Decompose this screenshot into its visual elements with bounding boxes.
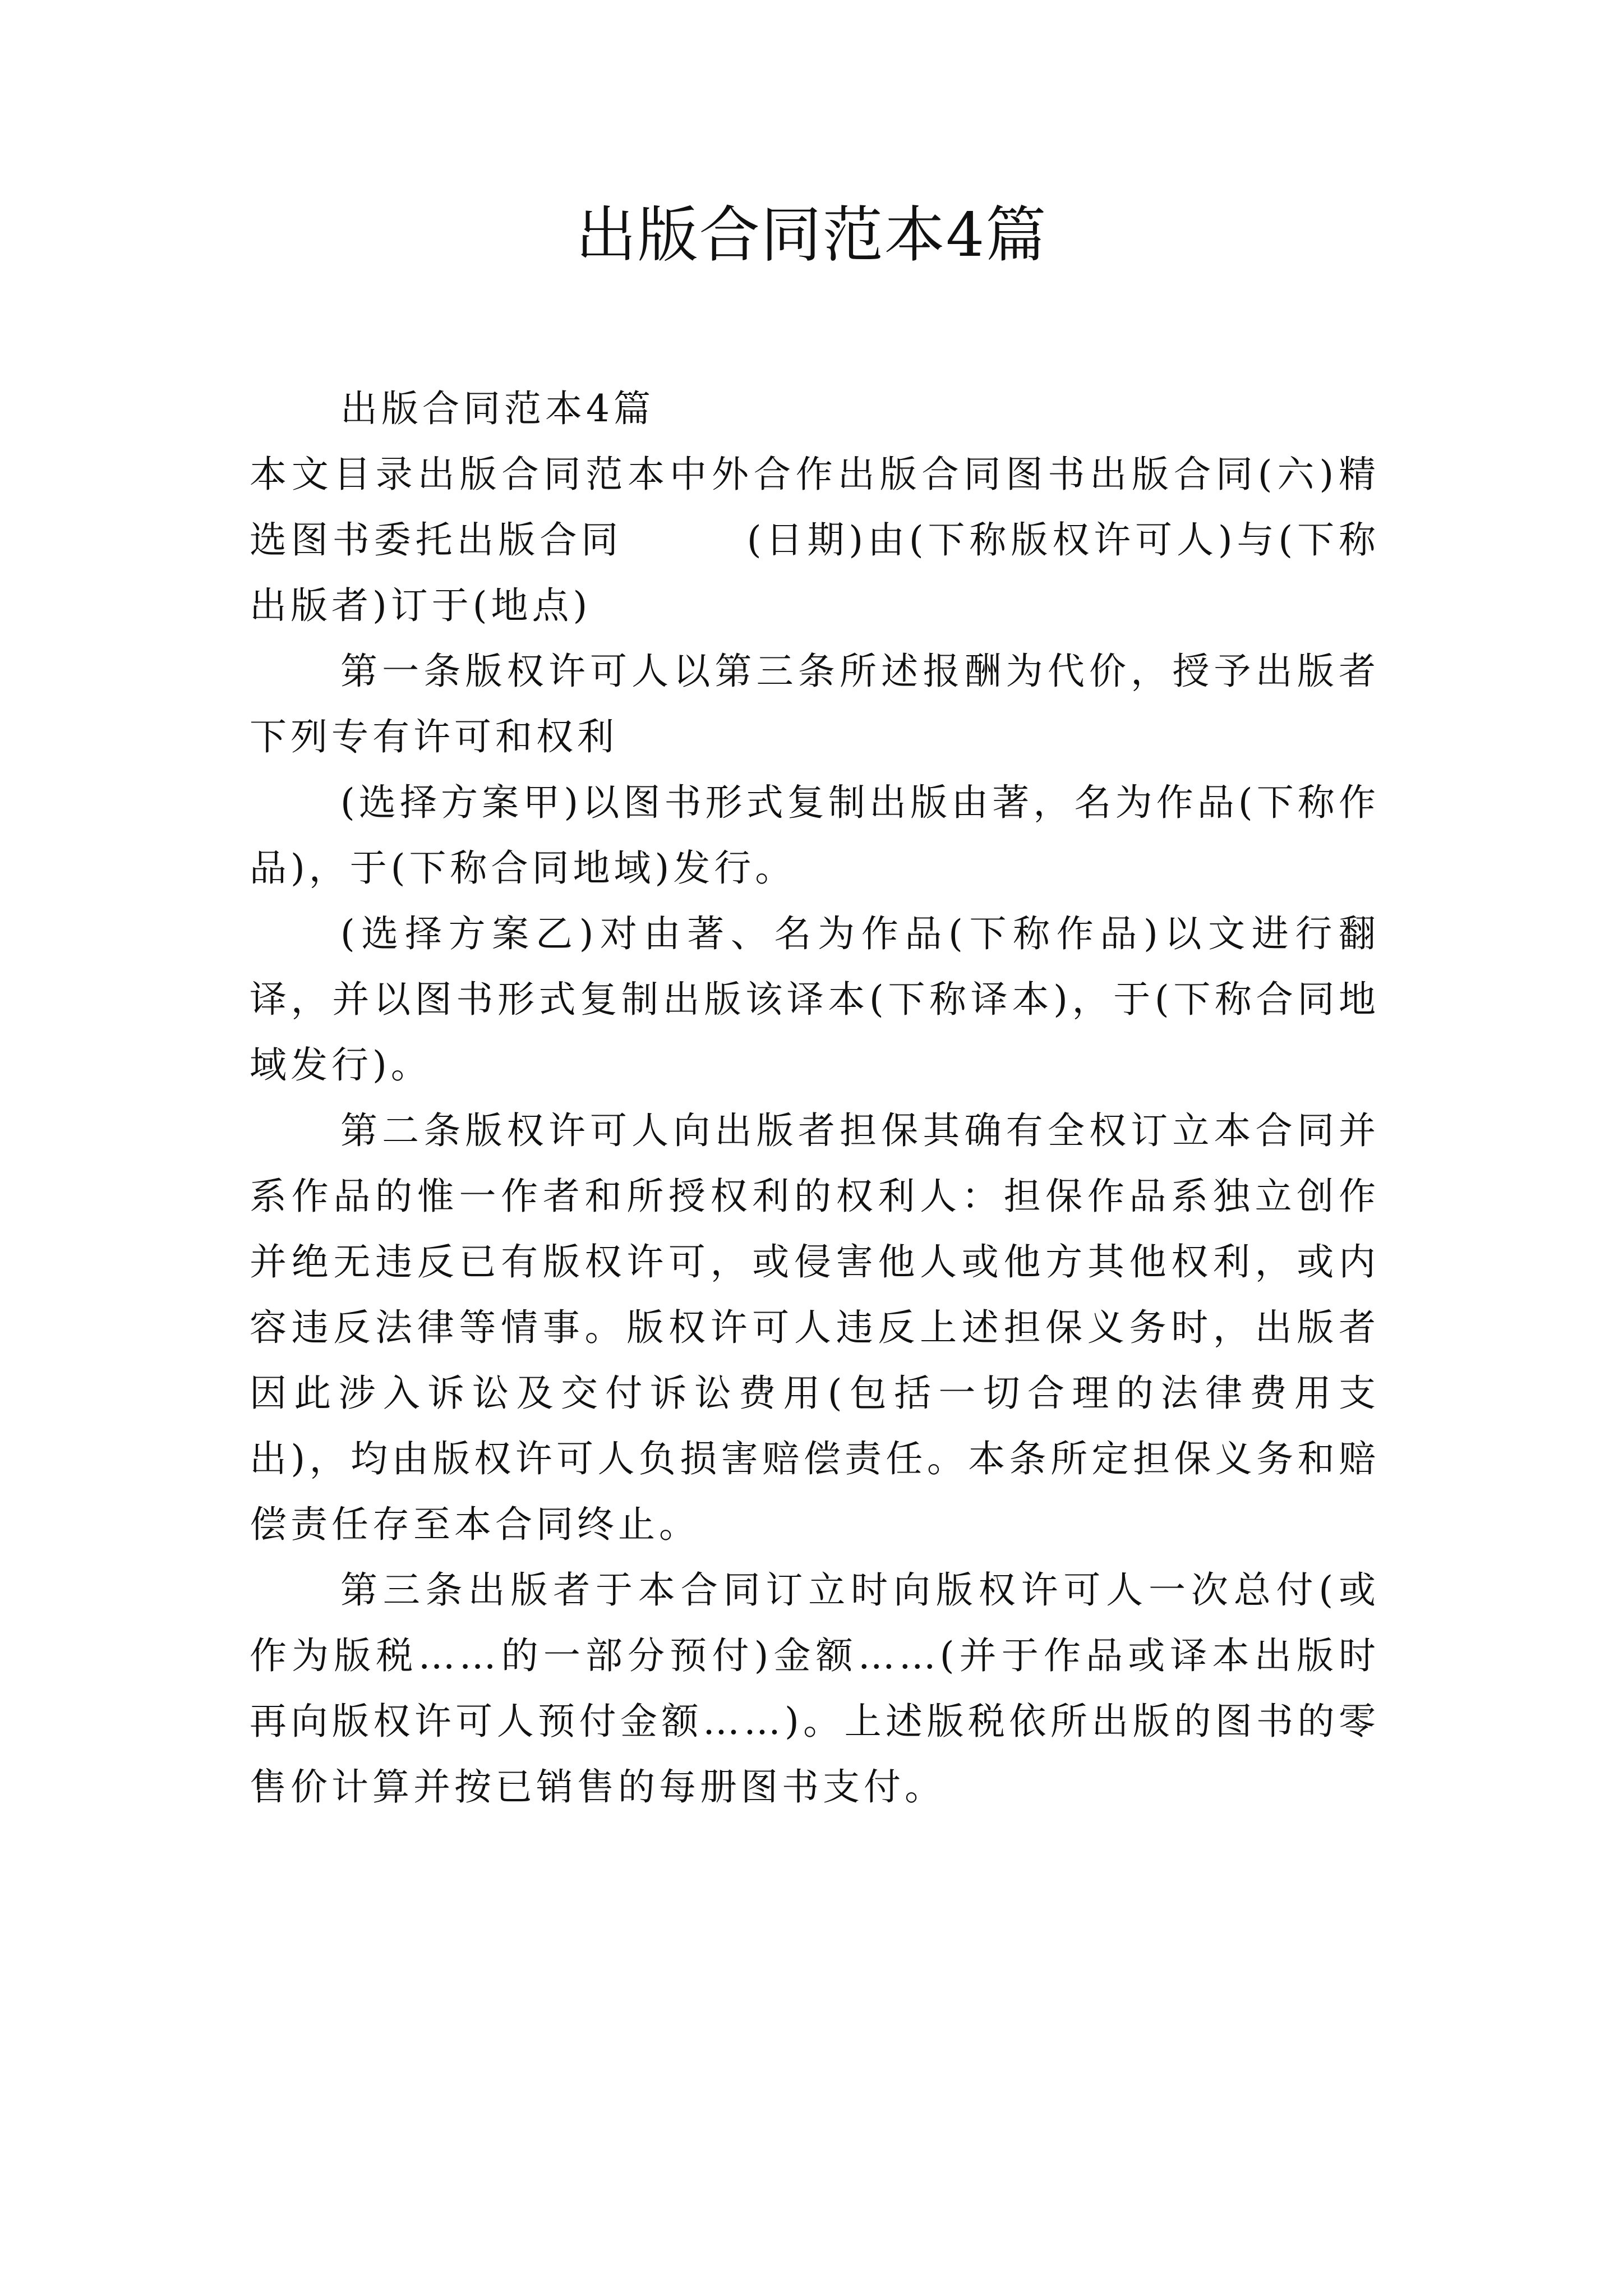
paragraph-option-b: (选择方案乙)对由著、名为作品(下称作品)以文进行翻译，并以图书形式复制出版该译本(下称译本)，于(下称合同地域发行)。 [250, 912, 1380, 1087]
paragraph-option-a: (选择方案甲)以图书形式复制出版由著，名为作品(下称作品)，于(下称合同地域)发行。 [250, 781, 1380, 890]
document-body [250, 376, 1380, 1820]
document-title: 出版合同范本4篇 [575, 200, 1048, 270]
paragraph-subtitle: 出版合同范本4篇 [340, 387, 654, 430]
paragraph-article-3: 第三条出版者于本合同订立时向版权许可人一次总付(或作为版税……的一部分预付)金额……(并于作品或译本出版时再向版权许可人预付金额……)。上述版税依所出版的图书的零售价计算并按已销售的每册图书支付。 [250, 1568, 1380, 1809]
paragraph-article-1: 第一条版权许可人以第三条所述报酬为代价，授予出版者下列专有许可和权利 [250, 650, 1380, 758]
paragraph-toc-intro: 本文目录出版合同范本中外合作出版合同图书出版合同(六)精选图书委托出版合同 (日期)由(下称版权许可人)与(下称出版者)订于(地点) [250, 453, 1380, 627]
paragraph-article-2: 第二条版权许可人向出版者担保其确有全权订立本合同并系作品的惟一作者和所授权利的权利人：担保作品系独立创作并绝无违反已有版权许可，或侵害他人或他方其他权利，或内容违反法律等情事。版权许可人违反上述担保义务时，出版者因此涉入诉讼及交付诉讼费用(包括一切合理的法律费用支出)，均由版权许可人负损害赔偿责任。本条所定担保义务和赔偿责任存至本合同终止。 [250, 1109, 1380, 1546]
